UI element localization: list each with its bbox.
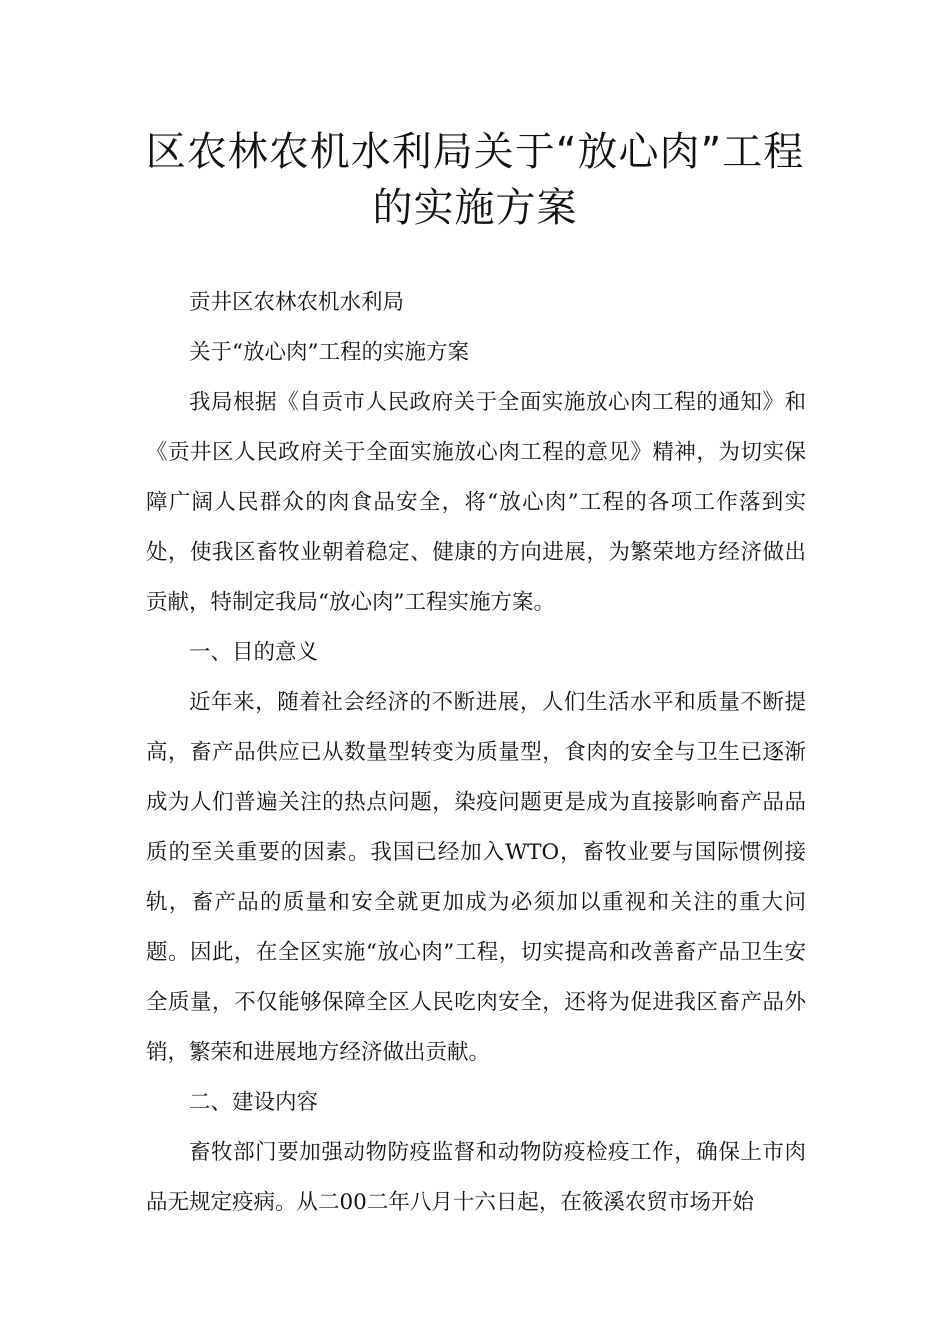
content-paragraph: 畜牧部门要加强动物防疫监督和动物防疫检疫工作，确保上市肉品无规定疫病。从二00二年八月十六日起，在筱溪农贸市场开始 [146, 1140, 806, 1215]
purpose-paragraph: 近年来，随着社会经济的不断进展，人们生活水平和质量不断提高，畜产品供应已从数量型转变为质量型，食肉的安全与卫生已逐渐成为人们普遍关注的热点问题，染疫问题更是成为直接影响畜产品品质的至关重要的因素。我国已经加入WTO，畜牧业要与国际惯例接轨，畜产品的质量和安全就更加成为必须加以重视和关注的重大问题。因此，在全区实施“放心肉”工程，切实提高和改善畜产品卫生安全质量，不仅能够保障全区人民吃肉安全，还将为促进我区畜产品外销，繁荣和进展地方经济做出贡献。 [146, 690, 806, 1065]
title-line-2: 的实施方案 [372, 185, 578, 231]
title-line-1: 区农林农机水利局关于“放心肉”工程 [145, 129, 805, 175]
issuer-line: 贡井区农林农机水利局 [189, 290, 405, 315]
subject-line: 关于“放心肉”工程的实施方案 [189, 340, 469, 365]
document-title [60, 124, 890, 236]
document-body [146, 278, 806, 1228]
section-heading-content: 二、建设内容 [189, 1090, 319, 1115]
intro-paragraph: 我局根据《自贡市人民政府关于全面实施放心肉工程的通知》和《贡井区人民政府关于全面实施放心肉工程的意见》精神，为切实保障广阔人民群众的肉食品安全，将“放心肉”工程的各项工作落到实处，使我区畜牧业朝着稳定、健康的方向进展，为繁荣地方经济做出贡献，特制定我局“放心肉”工程实施方案。 [146, 390, 806, 615]
section-heading-purpose: 一、目的意义 [189, 640, 319, 665]
